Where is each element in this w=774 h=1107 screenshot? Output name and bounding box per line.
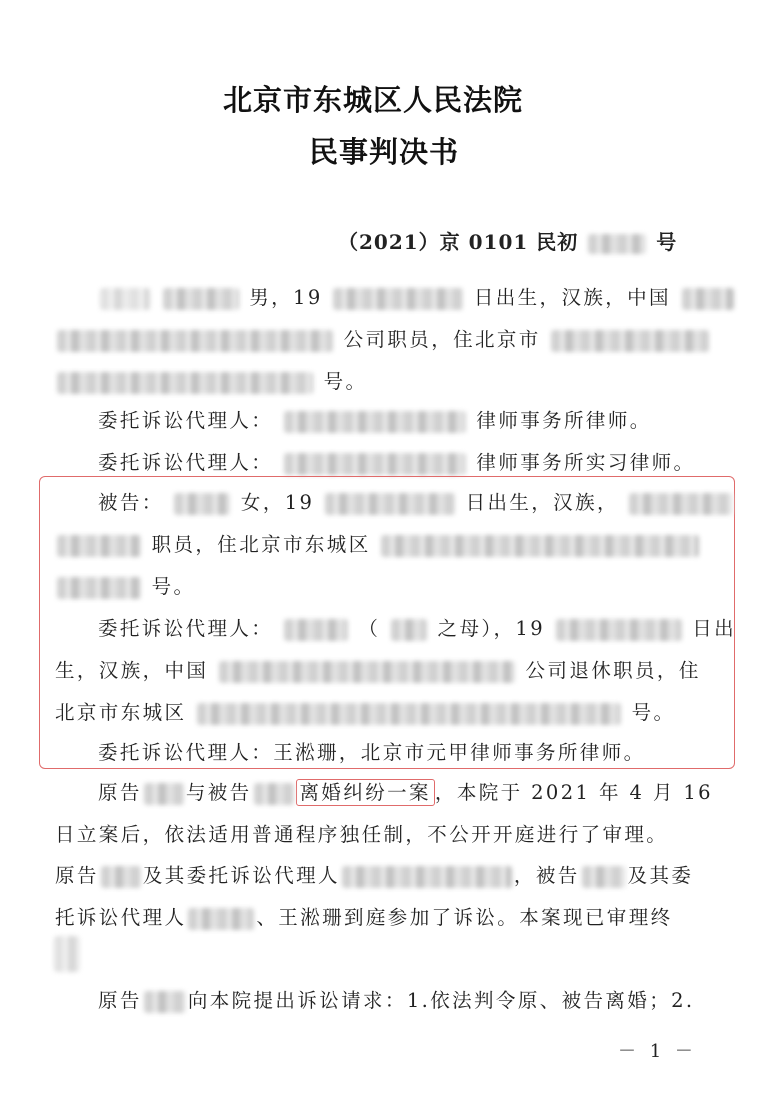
text-attendance: 、王淞珊到庭参加了诉讼。本案现已审理终: [256, 906, 673, 929]
text-agent-label: 及其委托诉讼代理人: [142, 864, 340, 887]
case-paragraph-line-5: [52, 936, 82, 972]
redacted-plaintiff-address: [551, 330, 709, 352]
redacted-plaintiff-name: [163, 288, 239, 310]
plaintiff-gender: 男，19: [249, 286, 323, 309]
redacted-defendant-birthdate: [325, 493, 455, 515]
redacted-agent-name-firm: [284, 453, 466, 475]
defendant-birth-text: 日出生，汉族，: [465, 491, 619, 514]
defendant-line-1: [98, 487, 735, 515]
text-plaintiff-label: 原告: [55, 864, 99, 887]
agent-address-start: 北京市东城区: [55, 701, 187, 724]
defendant-gender: 女，19: [240, 491, 315, 514]
redacted-case-id: [588, 234, 646, 254]
redacted-plaintiff-nationality: [682, 288, 734, 310]
case-number-suffix: 号: [656, 230, 678, 254]
agent-label: 委托诉讼代理人：: [98, 617, 274, 640]
redacted-text: [54, 936, 80, 972]
court-name: 北京市东城区人民法院: [223, 83, 524, 117]
plaintiff-birth-text: 日出生，汉族，中国: [473, 286, 671, 309]
claims-line: [98, 985, 695, 1013]
plaintiff-agent-1: [98, 405, 652, 433]
redacted-plaintiff-birthdate: [333, 288, 463, 310]
plaintiff-line-3: [55, 366, 367, 394]
text-defendant-label: ，被告: [513, 864, 580, 887]
redacted-defendant-name: [582, 866, 626, 888]
text-plaintiff-label: 原告: [98, 989, 142, 1012]
agent-birth-text: 日出: [692, 617, 737, 640]
plaintiff-agent-2: [98, 447, 695, 475]
plaintiff-address-end: 号。: [323, 370, 368, 393]
redacted-plaintiff-name: [144, 991, 186, 1013]
defendant-job-text: 职员，住北京市东城区: [151, 533, 371, 556]
case-type-highlight: 离婚纠纷一案: [296, 779, 435, 806]
agent-address-end: 号。: [631, 701, 676, 724]
redacted-plaintiff-address-cont: [57, 372, 313, 394]
defendant-agent-2: [98, 737, 646, 765]
redacted-plaintiff-name: [144, 783, 184, 805]
agent-2-text: 王淞珊，北京市元甲律师事务所律师。: [273, 741, 646, 764]
redacted-plaintiff-label: [100, 288, 150, 310]
redacted-plaintiff-employer: [57, 330, 333, 352]
page-number: － 1 －: [618, 1041, 697, 1062]
redacted-agent-names: [342, 866, 512, 888]
plaintiff-line-2: [55, 324, 711, 352]
agent-relation: 之母），19: [437, 617, 546, 640]
case-number: [338, 226, 677, 255]
redacted-defendant-address: [381, 535, 699, 557]
redacted-defendant-employer-cont: [57, 535, 141, 557]
text-plaintiff-label: 原告: [98, 781, 142, 804]
agent-label: 委托诉讼代理人：: [98, 451, 274, 474]
text-claims: 向本院提出诉讼请求：1.依法判令原、被告离婚；2.: [187, 989, 695, 1012]
case-number-prefix: （2021）京 0101 民初: [338, 230, 579, 254]
redacted-agent-employer: [219, 661, 515, 683]
agent-job-text: 公司退休职员，住: [525, 659, 701, 682]
redacted-agent-name-firm: [284, 411, 466, 433]
redacted-agent-name: [284, 619, 348, 641]
agent-desc: 律师事务所实习律师。: [476, 451, 696, 474]
text-and-its: 及其委: [627, 864, 694, 887]
redacted-plaintiff-name: [101, 866, 141, 888]
case-paragraph-line-4: [55, 902, 673, 930]
agent-ethnicity: 生，汉族，中国: [55, 659, 209, 682]
defendant-line-2: [55, 529, 701, 557]
case-paragraph-line-3: [55, 860, 693, 888]
document-type: 民事判决书: [309, 135, 460, 169]
case-paragraph-line-2: 日立案后，依法适用普通程序独任制，不公开开庭进行了审理。: [55, 823, 669, 846]
redacted-defendant-employer: [629, 493, 733, 515]
plaintiff-line-1: [98, 282, 736, 310]
defendant-agent-1-line-3: [55, 697, 675, 725]
defendant-agent-1-line-1: [98, 613, 736, 641]
case-paragraph-line-1: [98, 777, 713, 805]
redacted-defendant-address-cont: [57, 577, 141, 599]
redacted-defendant-name: [254, 783, 294, 805]
agent-relation-open: （: [358, 617, 381, 640]
text-filing-date: ，本院于 2021 年 4 月 16: [434, 781, 713, 804]
text-agent-label: 托诉讼代理人: [55, 906, 187, 929]
redacted-defendant-name: [174, 493, 230, 515]
agent-desc: 律师事务所律师。: [476, 409, 652, 432]
redacted-agent-address: [197, 703, 621, 725]
redacted-agent-name: [188, 908, 254, 930]
redacted-agent-birthdate: [556, 619, 682, 641]
defendant-agent-1-line-2: [55, 655, 701, 683]
plaintiff-job-text: 公司职员，住北京市: [343, 328, 541, 351]
text-defendant-label: 与被告: [185, 781, 252, 804]
redacted-related-name: [391, 619, 427, 641]
defendant-label: 被告：: [98, 491, 164, 514]
agent-label: 委托诉讼代理人：: [98, 741, 274, 764]
defendant-address-end: 号。: [151, 575, 196, 598]
defendant-line-3: [55, 571, 195, 599]
agent-label: 委托诉讼代理人：: [98, 409, 274, 432]
